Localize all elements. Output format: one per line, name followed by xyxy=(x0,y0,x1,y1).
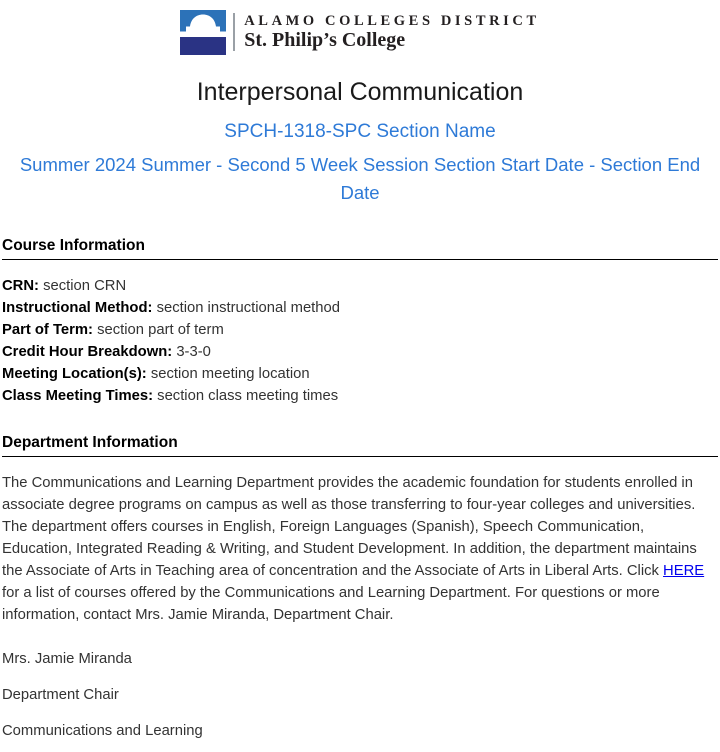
department-contact-name: Mrs. Jamie Miranda xyxy=(2,651,132,667)
field-label: Part of Term: xyxy=(2,322,93,338)
field-label: Instructional Method: xyxy=(2,300,153,316)
course-section-name: SPCH-1318-SPC Section Name xyxy=(224,121,496,142)
here-link[interactable]: HERE xyxy=(663,563,705,579)
field-meeting-location xyxy=(2,363,718,385)
logo-text xyxy=(244,13,540,51)
department-description-text: The Communications and Learning Department provides the academic foundation for students enrolled in associate degree programs on campus as well as those transferring to four-year colleges and universities. The department offers courses in English, Foreign Languages (Spanish), Speech Communication, Education, Integrated Reading & Writing, and Student Development. In addition, the department maintains the Associate of Arts in Teaching area of concentration and the Associate of Arts in Liberal Arts. Click xyxy=(2,475,697,579)
department-contact-title: Department Chair xyxy=(2,687,119,703)
department-description xyxy=(2,472,718,626)
field-value: section meeting location xyxy=(150,366,310,382)
field-value: 3-3-0 xyxy=(176,344,211,360)
field-crn xyxy=(2,275,718,297)
field-label: Meeting Location(s): xyxy=(2,366,147,382)
course-information-fields xyxy=(2,275,718,407)
field-value: section CRN xyxy=(43,278,127,294)
logo-divider xyxy=(233,13,235,51)
department-description-text: for a list of courses offered by the Communications and Learning Department. For questions or more information, contact Mrs. Jamie Miranda, Department Chair. xyxy=(2,585,660,623)
page-title: Interpersonal Communication xyxy=(196,78,524,106)
department-information-heading: Department Information xyxy=(2,434,718,457)
mission-arch-icon xyxy=(180,10,226,55)
course-information-heading: Course Information xyxy=(2,237,718,260)
field-label: Credit Hour Breakdown: xyxy=(2,344,173,360)
department-name: Communications and Learning xyxy=(2,723,203,739)
field-value: section class meeting times xyxy=(157,388,339,404)
course-term-dates: Summer 2024 Summer - Second 5 Week Session Section Start Date - Section End Date xyxy=(19,154,701,203)
field-part-of-term xyxy=(2,319,718,341)
field-instructional-method xyxy=(2,297,718,319)
college-logo xyxy=(2,8,718,56)
field-value: section part of term xyxy=(97,322,224,338)
field-credit-hour-breakdown xyxy=(2,341,718,363)
logo-district-name: ALAMO COLLEGES DISTRICT xyxy=(244,13,540,29)
field-class-meeting-times xyxy=(2,385,718,407)
logo-college-name: St. Philip’s College xyxy=(244,29,406,51)
field-label: CRN: xyxy=(2,278,39,294)
field-label: Class Meeting Times: xyxy=(2,388,154,404)
field-value: section instructional method xyxy=(156,300,340,316)
